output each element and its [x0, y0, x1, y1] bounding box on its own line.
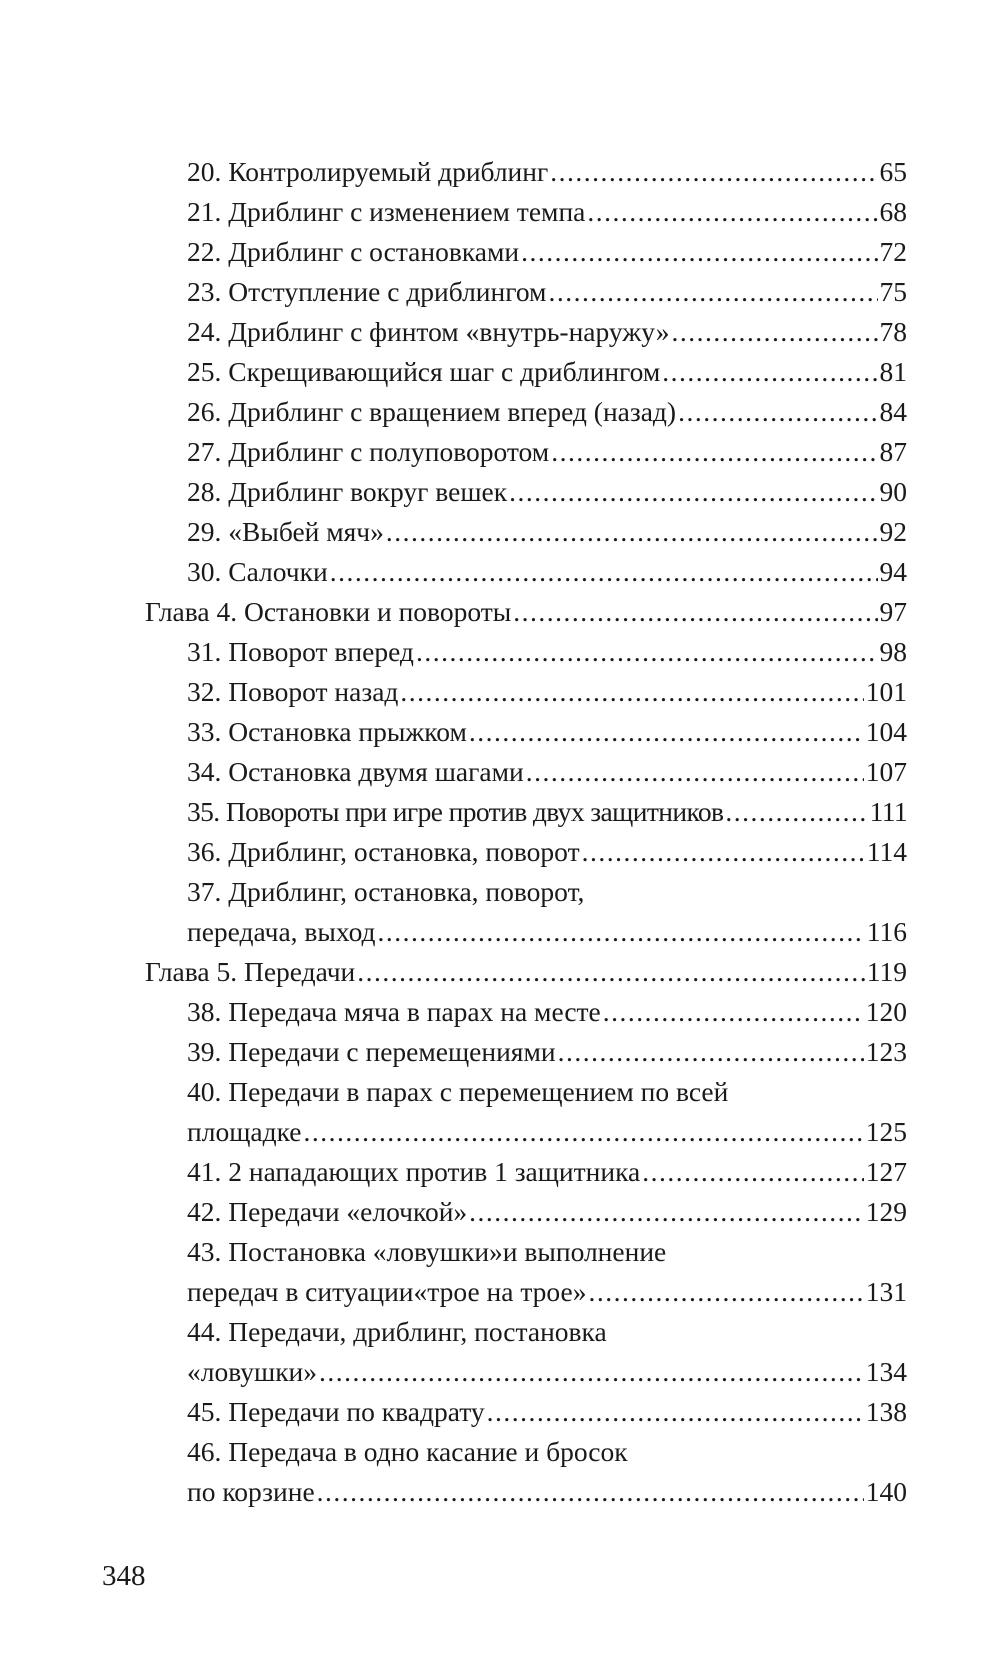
- toc-entry: [145, 672, 907, 712]
- leader-dots: [319, 1352, 864, 1392]
- toc-entry-title: 30. Салочки: [187, 556, 328, 587]
- toc-entry-page: 97: [879, 596, 907, 627]
- toc-entry-title: 41. 2 нападающих против 1 защитника: [187, 1156, 641, 1187]
- toc-entry-page: 94: [879, 556, 907, 587]
- toc-entry-page: 119: [866, 956, 907, 987]
- toc-entry: [145, 872, 907, 952]
- toc-entry: [145, 312, 907, 352]
- toc-entry-page: 68: [879, 196, 907, 227]
- toc-entry-page: 92: [879, 516, 907, 547]
- toc-entry-title: 21. Дриблинг с изменением темпа: [187, 196, 586, 227]
- toc-entry-title: 24. Дриблинг с финтом «внутрь-наружу»: [187, 316, 670, 347]
- leader-dots: [317, 1472, 864, 1512]
- toc-entry-page: 120: [865, 996, 907, 1027]
- leader-dots: [548, 272, 877, 312]
- toc-entry-page: 65: [879, 156, 907, 187]
- leader-dots: [725, 792, 867, 832]
- toc-entry-title: 33. Остановка прыжком: [187, 716, 467, 747]
- toc-entry-page: 140: [865, 1476, 907, 1507]
- toc-entry: [145, 832, 907, 872]
- toc-entry: [145, 512, 907, 552]
- toc-entry-page: 81: [879, 356, 907, 387]
- leader-dots: [386, 512, 878, 552]
- toc-entry: [145, 752, 907, 792]
- toc-entry-title: 28. Дриблинг вокруг вешек: [187, 476, 508, 507]
- toc-entry-page: 131: [865, 1276, 907, 1307]
- toc-entry-page: 114: [866, 836, 907, 867]
- toc-entry-page: 84: [879, 396, 907, 427]
- toc-entry-title-line2: передача, выход: [187, 916, 376, 947]
- leader-dots: [509, 472, 877, 512]
- toc-entry-title: 34. Остановка двумя шагами: [187, 756, 524, 787]
- toc-entry-page: 111: [869, 796, 907, 827]
- toc-entry: [145, 272, 907, 312]
- toc-entry-title: 31. Поворот вперед: [187, 636, 414, 667]
- toc-entry-page: 125: [865, 1116, 907, 1147]
- toc-entry-page: 101: [865, 676, 907, 707]
- table-of-contents: [145, 152, 907, 1512]
- leader-dots: [303, 1112, 863, 1152]
- leader-dots: [678, 392, 877, 432]
- toc-entry-page: 72: [879, 236, 907, 267]
- leader-dots: [513, 592, 877, 632]
- leader-dots: [582, 832, 865, 872]
- toc-entry-page: 138: [865, 1396, 907, 1427]
- toc-entry-page: 90: [879, 476, 907, 507]
- page-number: 348: [102, 1560, 146, 1592]
- toc-entry-title: 45. Передачи по квадрату: [187, 1396, 485, 1427]
- toc-entry-title: 20. Контролируемый дриблинг: [187, 156, 549, 187]
- leader-dots: [558, 1032, 864, 1072]
- toc-entry-page: 87: [879, 436, 907, 467]
- leader-dots: [400, 672, 863, 712]
- toc-entry-page: 107: [865, 756, 907, 787]
- toc-entry-title-line2: площадке: [187, 1116, 302, 1147]
- toc-entry-title: 27. Дриблинг с полуповоротом: [187, 436, 550, 467]
- toc-entry-page: 134: [865, 1356, 907, 1387]
- toc-entry: [145, 352, 907, 392]
- leader-dots: [357, 952, 865, 992]
- toc-entry-page: 98: [879, 636, 907, 667]
- toc-entry-title-line1: 37. Дриблинг, остановка, поворот,: [187, 876, 585, 907]
- toc-entry-page: 116: [866, 916, 907, 947]
- toc-entry-title: 32. Поворот назад: [187, 676, 399, 707]
- toc-entry: [145, 632, 907, 672]
- leader-dots: [526, 752, 864, 792]
- toc-entry: [145, 1072, 907, 1152]
- leader-dots: [416, 632, 878, 672]
- toc-entry: [145, 1232, 907, 1312]
- toc-chapter-entry: [145, 592, 907, 632]
- toc-entry-title-line1: 43. Постановка «ловушки»и выполнение: [187, 1236, 667, 1267]
- toc-entry-page: 129: [865, 1196, 907, 1227]
- toc-entry: [145, 1032, 907, 1072]
- toc-entry: [145, 712, 907, 752]
- toc-entry: [145, 1392, 907, 1432]
- toc-entry-title: 25. Скрещивающийся шаг с дриблингом: [187, 356, 661, 387]
- toc-entry: [145, 232, 907, 272]
- toc-entry: [145, 432, 907, 472]
- leader-dots: [671, 312, 877, 352]
- leader-dots: [662, 352, 877, 392]
- toc-entry: [145, 1152, 907, 1192]
- toc-entry: [145, 1432, 907, 1512]
- leader-dots: [330, 552, 878, 592]
- toc-entry-title: 38. Передача мяча в парах на месте: [187, 996, 601, 1027]
- toc-entry-title: 29. «Выбей мяч»: [187, 516, 384, 547]
- toc-entry-title-line2: по корзине: [187, 1476, 315, 1507]
- toc-entry: [145, 472, 907, 512]
- toc-entry: [145, 1192, 907, 1232]
- toc-chapter-entry: [145, 952, 907, 992]
- toc-entry-page: 127: [865, 1156, 907, 1187]
- toc-entry-page: 123: [865, 1036, 907, 1067]
- toc-entry-title: 39. Передачи с перемещениями: [187, 1036, 556, 1067]
- toc-entry: [145, 192, 907, 232]
- leader-dots: [642, 1152, 863, 1192]
- toc-entry-title: 36. Дриблинг, остановка, поворот: [187, 836, 580, 867]
- leader-dots: [587, 192, 877, 232]
- toc-entry-title: 42. Передачи «елочкой»: [187, 1196, 468, 1227]
- toc-entry-title-line2: «ловушки»: [187, 1356, 318, 1387]
- leader-dots: [550, 152, 877, 192]
- toc-entry: [145, 1312, 907, 1392]
- toc-entry-page: 104: [865, 716, 907, 747]
- toc-entry-title: 23. Отступление с дриблингом: [187, 276, 547, 307]
- toc-entry-title-line2: передач в ситуации«трое на трое»: [187, 1276, 587, 1307]
- leader-dots: [378, 912, 865, 952]
- toc-entry: [145, 552, 907, 592]
- leader-dots: [469, 712, 864, 752]
- chapter-title: Глава 5. Передачи: [145, 956, 356, 987]
- toc-entry-title-line1: 40. Передачи в парах с перемещением по всей: [187, 1076, 729, 1107]
- toc-entry-title: 35. Повороты при игре против двух защитников: [187, 796, 724, 827]
- toc-entry-title: 22. Дриблинг с остановками: [187, 236, 520, 267]
- leader-dots: [521, 232, 877, 272]
- leader-dots: [588, 1272, 863, 1312]
- toc-entry-page: 78: [879, 316, 907, 347]
- leader-dots: [603, 992, 864, 1032]
- toc-entry-title-line1: 44. Передачи, дриблинг, постановка: [187, 1316, 607, 1347]
- toc-entry: [145, 152, 907, 192]
- leader-dots: [487, 1392, 864, 1432]
- leader-dots: [551, 432, 877, 472]
- toc-entry-title: 26. Дриблинг с вращением вперед (назад): [187, 396, 677, 427]
- toc-entry-title-line1: 46. Передача в одно касание и бросок: [187, 1436, 628, 1467]
- toc-entry: [145, 792, 907, 832]
- toc-entry: [145, 392, 907, 432]
- toc-entry: [145, 992, 907, 1032]
- toc-entry-page: 75: [879, 276, 907, 307]
- leader-dots: [469, 1192, 864, 1232]
- chapter-title: Глава 4. Остановки и повороты: [145, 596, 512, 627]
